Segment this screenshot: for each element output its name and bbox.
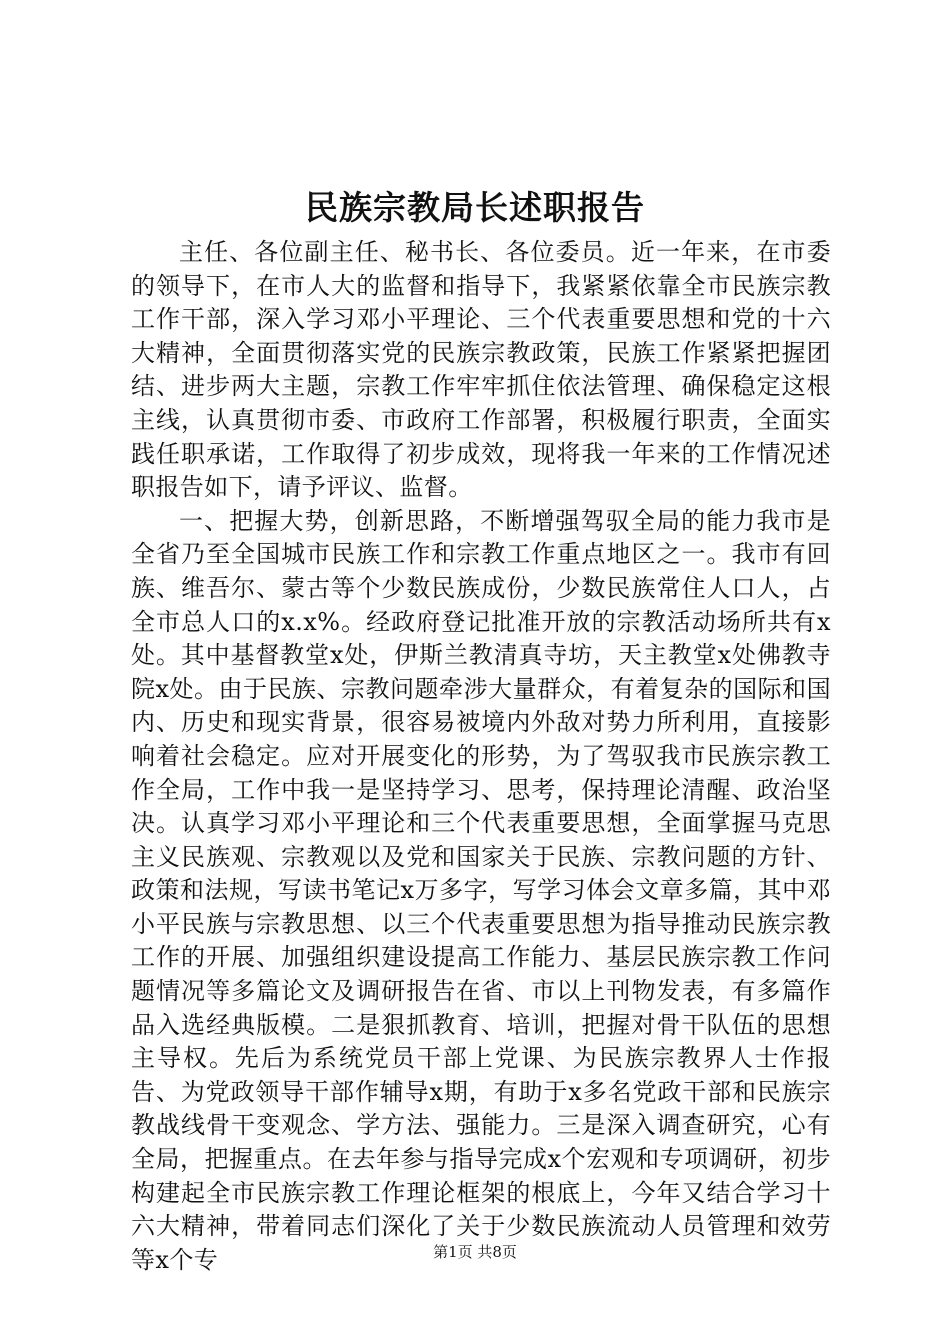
paragraph-intro: 主任、各位副主任、秘书长、各位委员。近一年来，在市委的领导下，在市人大的监督和指导下，我紧紧依靠全市民族宗教工作干部，深入学习邓小平理论、三个代表重要思想和党的十六大精神，全面贯彻落实党的民族宗教政策，民族工作紧紧把握团结、进步两大主题，宗教工作牢牢抓住依法管理、确保稳定这根主线，认真贯彻市委、市政府工作部署，积极履行职责，全面实践任职承诺，工作取得了初步成效，现将我一年来的工作情况述职报告如下，请予评议、监督。 <box>131 238 831 502</box>
page-footer: 第1页 共8页 <box>433 1243 517 1261</box>
document-title: 民族宗教局长述职报告 <box>305 188 645 227</box>
document-body <box>131 236 831 1277</box>
paragraph-section-one: 一、把握大势，创新思路，不断增强驾驭全局的能力我市是全省乃至全国城市民族工作和宗教工作重点地区之一。我市有回族、维吾尔、蒙古等个少数民族成份，少数民族常住人口人，占全市总人口的x.x%。经政府登记批准开放的宗教活动场所共有x处。其中基督教堂x处，伊斯兰教清真寺坊，天主教堂x处佛教寺院x处。由于民族、宗教问题牵涉大量群众，有着复杂的国际和国内、历史和现实背景，很容易被境内外敌对势力所利用，直接影响着社会稳定。应对开展变化的形势，为了驾驭我市民族宗教工作全局，工作中我一是坚持学习、思考，保持理论清醒、政治坚决。认真学习邓小平理论和三个代表重要思想，全面掌握马克思主义民族观、宗教观以及党和国家关于民族、宗教问题的方针、政策和法规，写读书笔记x万多字，写学习体会文章多篇，其中邓小平民族与宗教思想、以三个代表重要思想为指导推动民族宗教工作的开展、加强组织建设提高工作能力、基层民族宗教工作问题情况等多篇论文及调研报告在省、市以上刊物发表，有多篇作品入选经典版模。二是狠抓教育、培训，把握对骨干队伍的思想主导权。先后为系统党员干部上党课、为民族宗教界人士作报告、为党政领导干部作辅导x期，有助于x多名党政干部和民族宗教战线骨干变观念、学方法、强能力。三是深入调查研究，心有全局，把握重点。在去年参与指导完成x个宏观和专项调研，初步构建起全市民族宗教工作理论框架的根底上，今年又结合学习十六大精神，带着同志们深化了关于少数民族流动人员管理和效劳等x个专 <box>131 506 831 1274</box>
